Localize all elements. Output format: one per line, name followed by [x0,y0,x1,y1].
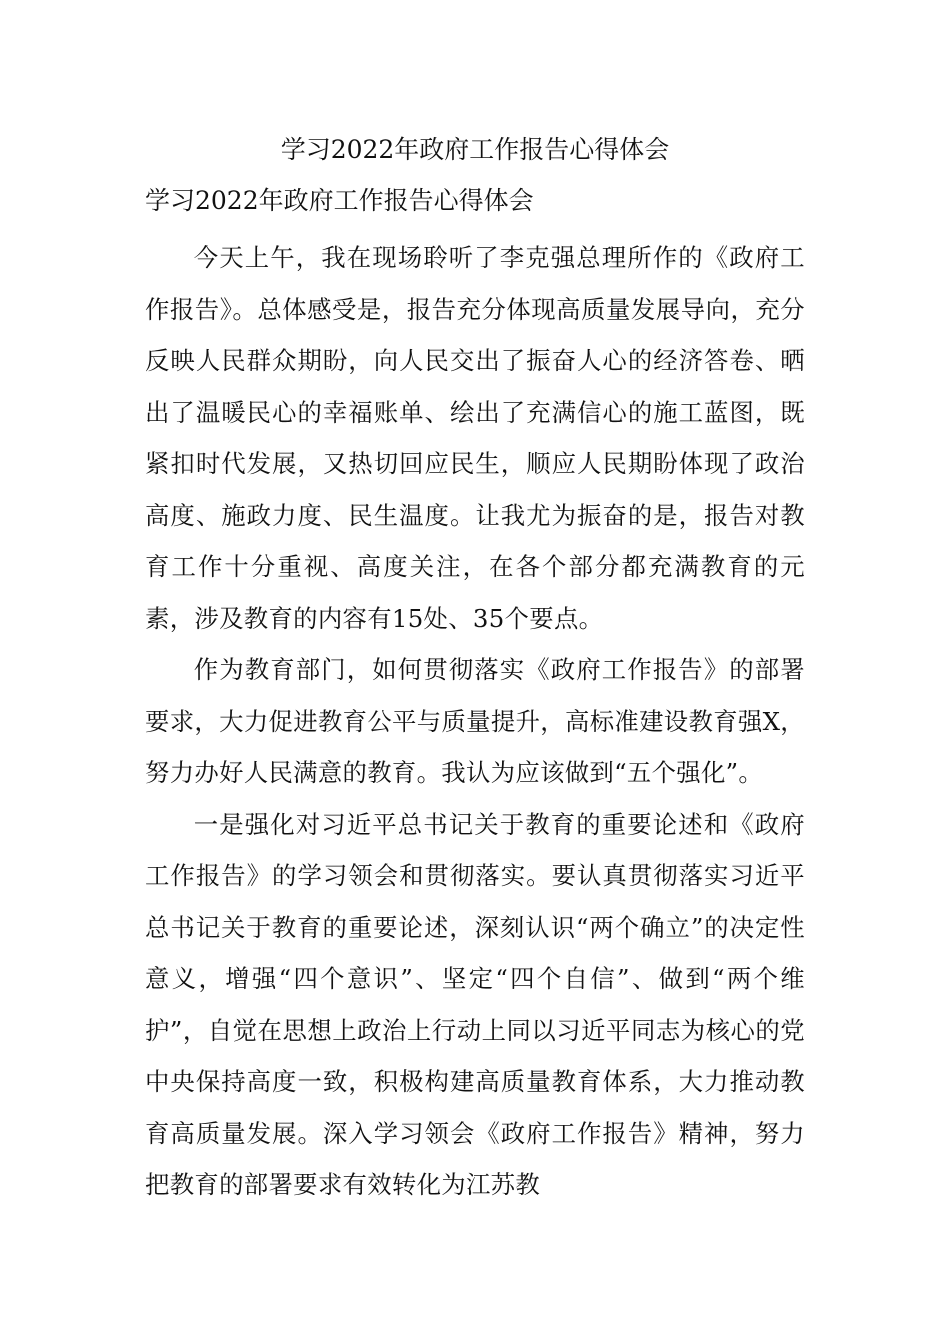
document-body [145,232,805,1211]
document-subtitle: 学习2022年政府工作报告心得体会 [145,186,534,215]
document-title: 学习2022年政府工作报告心得体会 [280,135,670,164]
paragraph-point-one: 一是强化对习近平总书记关于教育的重要论述和《政府工作报告》的学习领会和贯彻落实。要认真贯彻落实习近平总书记关于教育的重要论述，深刻认识“两个确立”的决定性意义，增强“四个意识”、坚定“四个自信”、做到“两个维护”，自觉在思想上政治上行动上同以习近平同志为核心的党中央保持高度一致，积极构建高质量教育体系，大力推动教育高质量发展。深入学习领会《政府工作报告》精神，努力把教育的部署要求有效转化为江苏教 [145,809,805,1199]
paragraph-intro: 今天上午，我在现场聆听了李克强总理所作的《政府工作报告》。总体感受是，报告充分体现高质量发展导向，充分反映人民群众期盼，向人民交出了振奋人心的经济答卷、晒出了温暖民心的幸福账单、绘出了充满信心的施工蓝图，既紧扣时代发展，又热切回应民生，顺应人民期盼体现了政治高度、施政力度、民生温度。让我尤为振奋的是，报告对教育工作十分重视、高度关注，在各个部分都充满教育的元素，涉及教育的内容有15处、35个要点。 [145,243,805,633]
paragraph-five-strengthenings: 作为教育部门，如何贯彻落实《政府工作报告》的部署要求，大力促进教育公平与质量提升，高标准建设教育强X，努力办好人民满意的教育。我认为应该做到“五个强化”。 [145,655,805,787]
